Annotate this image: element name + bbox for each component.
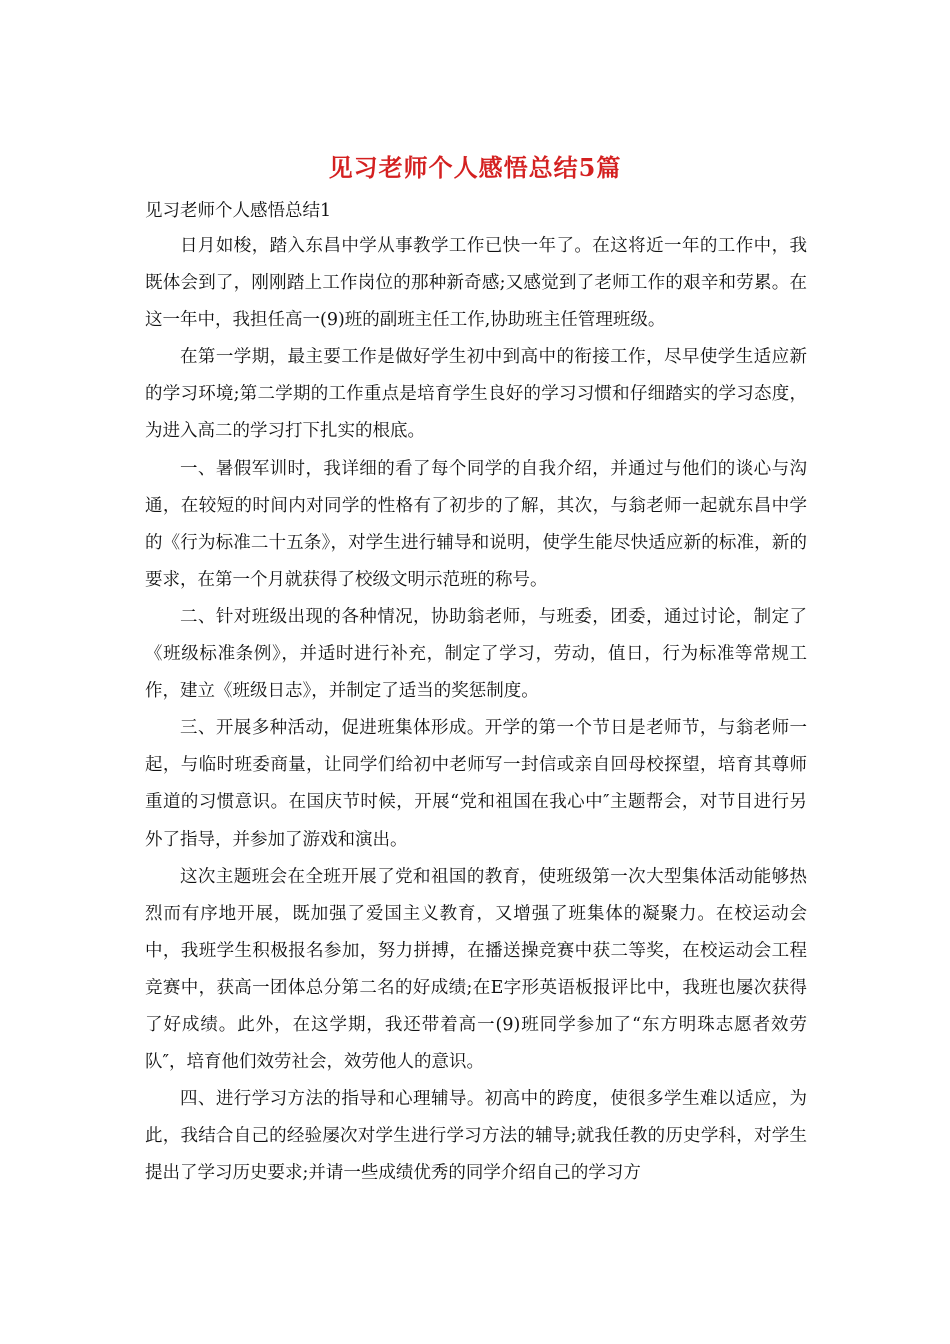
paragraph: 四、进行学习方法的指导和心理辅导。初高中的跨度，使很多学生难以适应，为此，我结合自己的经验屡次对学生进行学习方法的辅导;就我任教的历史学科，对学生提出了学习历史要求;并请一些成绩优秀的同学介绍自己的学习方 <box>145 1089 807 1184</box>
document-title: 见习老师个人感悟总结5篇 <box>328 153 622 182</box>
paragraph: 在第一学期，最主要工作是做好学生初中到高中的衔接工作，尽早使学生适应新的学习环境;第二学期的工作重点是培育学生良好的学习习惯和仔细踏实的学习态度，为进入高二的学习打下扎实的根底。 <box>145 347 807 442</box>
paragraph: 日月如梭，踏入东昌中学从事教学工作已快一年了。在这将近一年的工作中，我既体会到了，刚刚踏上工作岗位的那种新奇感;又感觉到了老师工作的艰辛和劳累。在这一年中，我担任高一(9)班的副班主任工作,协助班主任管理班级。 <box>145 236 807 331</box>
paragraph: 三、开展多种活动，促进班集体形成。开学的第一个节日是老师节，与翁老师一起，与临时班委商量，让同学们给初中老师写一封信或亲自回母校探望，培育其尊师重道的习惯意识。在国庆节时候，开展“党和祖国在我心中″主题帮会，对节目进行另外了指导，并参加了游戏和演出。 <box>145 718 807 850</box>
paragraph: 一、暑假军训时，我详细的看了每个同学的自我介绍，并通过与他们的谈心与沟通，在较短的时间内对同学的性格有了初步的了解，其次，与翁老师一起就东昌中学的《行为标准二十五条》，对学生进行辅导和说明，使学生能尽快适应新的标准，新的要求，在第一个月就获得了校级文明示范班的称号。 <box>145 458 807 590</box>
paragraph: 二、针对班级出现的各种情况，协助翁老师，与班委，团委，通过讨论，制定了《班级标准条例》，并适时进行补充，制定了学习，劳动，值日，行为标准等常规工作，建立《班级日志》，并制定了适当的奖惩制度。 <box>145 606 807 702</box>
document-body <box>145 228 807 1192</box>
paragraph: 这次主题班会在全班开展了党和祖国的教育，使班级第一次大型集体活动能够热烈而有序地开展，既加强了爱国主义教育，又增强了班集体的凝聚力。在校运动会中，我班学生积极报名参加，努力拼搏，在播送操竞赛中获二等奖，在校运动会工程竞赛中，获高一团体总分第二名的好成绩;在E字形英语板报评比中，我班也屡次获得了好成绩。此外，在这学期，我还带着高一(9)班同学参加了“东方明珠志愿者效劳队″，培育他们效劳社会，效劳他人的意识。 <box>145 866 807 1073</box>
section-heading: 见习老师个人感悟总结1 <box>145 201 332 221</box>
